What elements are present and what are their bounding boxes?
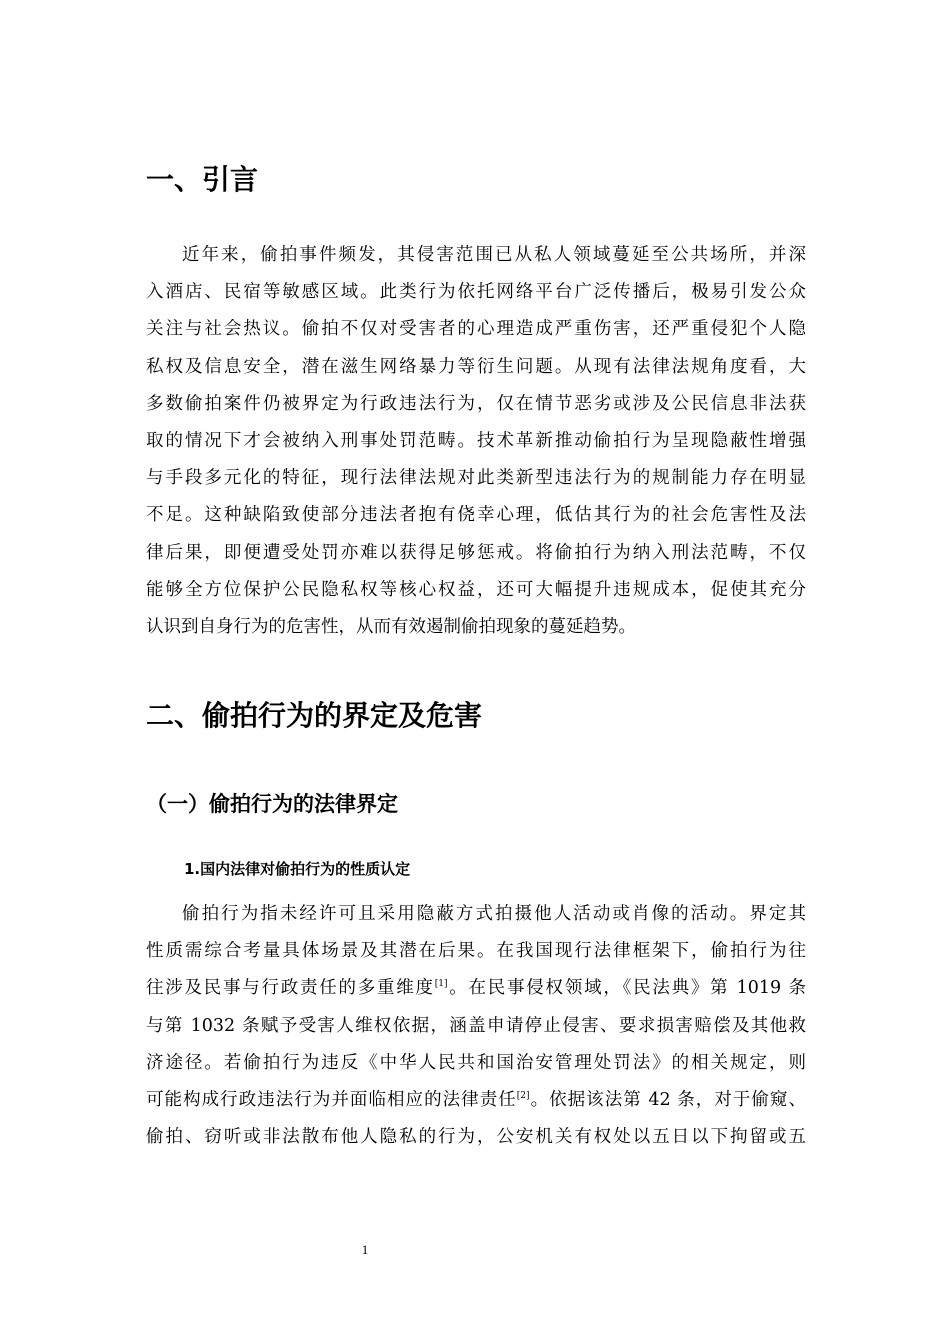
paragraph-line: 认识到自身行为的危害性，从而有效遏制偷拍现象的蔓延趋势。 [146,616,636,637]
paragraph-line: 与第 1032 条赋予受害人维权依据，涵盖申请停止侵害、要求损害赔偿及其他救 [146,1015,806,1036]
paragraph-line: 能够全方位保护公民隐私权等核心权益，还可大幅提升违规成本，促使其充分 [146,579,806,600]
paragraph-line: 入酒店、民宿等敏感区域。此类行为依托网络平台广泛传播后，极易引发公众 [146,282,806,303]
paragraph-line: 律后果，即便遭受处罚亦难以获得足够惩戒。将偷拍行为纳入刑法范畴，不仅 [146,542,806,563]
section-heading-definition-harm: 二、偷拍行为的界定及危害 [146,699,483,732]
subsubsection-heading-domestic-law: 1.国内法律对偷拍行为的性质认定 [184,860,411,878]
page-number: 1 [361,1242,369,1257]
line-text: 往涉及民事与行政责任的多重维度 [146,978,435,999]
paragraph-line [146,1082,806,1119]
paragraph-line: 不足。这种缺陷致使部分违法者抱有侥幸心理，低估其行为的社会危害性及法 [146,505,806,526]
paragraph-line: 性质需综合考量具体场景及其潜在后果。在我国现行法律框架下，偷拍行为往 [146,941,806,962]
subsection-heading-legal-definition: （一）偷拍行为的法律界定 [146,792,398,816]
paragraph-line: 与手段多元化的特征，现行法律法规对此类新型违法行为的规制能力存在明显 [146,468,806,489]
section-heading-introduction: 一、引言 [146,163,259,196]
paragraph-line: 私权及信息安全，潜在滋生网络暴力等衍生问题。从现有法律法规角度看，大 [146,356,806,377]
paragraph-line: 济途径。若偷拍行为违反《中华人民共和国治安管理处罚法》的相关规定，则 [146,1052,806,1073]
line-text: 。在民事侵权领域，《民法典》第 1019 条 [447,978,806,999]
citation-reference[interactable]: [1] [434,979,448,990]
line-text: 可能构成行政违法行为并面临相应的法律责任 [146,1089,517,1110]
paragraph-line: 取的情况下才会被纳入刑事处罚范畴。技术革新推动偷拍行为呈现隐蔽性增强 [146,430,806,451]
paragraph-line [146,970,806,1007]
paragraph-introduction [146,237,806,646]
paragraph-domestic-law [146,896,806,1156]
paragraph-line: 多数偷拍案件仍被界定为行政违法行为，仅在情节恶劣或涉及公民信息非法获 [146,393,806,414]
paragraph-line: 关注与社会热议。偷拍不仅对受害者的心理造成严重伤害，还严重侵犯个人隐 [146,319,806,340]
paragraph-line: 偷拍行为指未经许可且采用隐蔽方式拍摄他人活动或肖像的活动。界定其 [182,904,806,924]
paragraph-line: 近年来，偷拍事件频发，其侵害范围已从私人领域蔓延至公共场所，并深 [182,245,806,265]
paragraph-line: 偷拍、窃听或非法散布他人隐私的行为，公安机关有权处以五日以下拘留或五 [146,1127,806,1148]
citation-reference[interactable]: [2] [516,1090,530,1101]
line-text: 。依据该法第 42 条，对于偷窥、 [529,1089,806,1110]
